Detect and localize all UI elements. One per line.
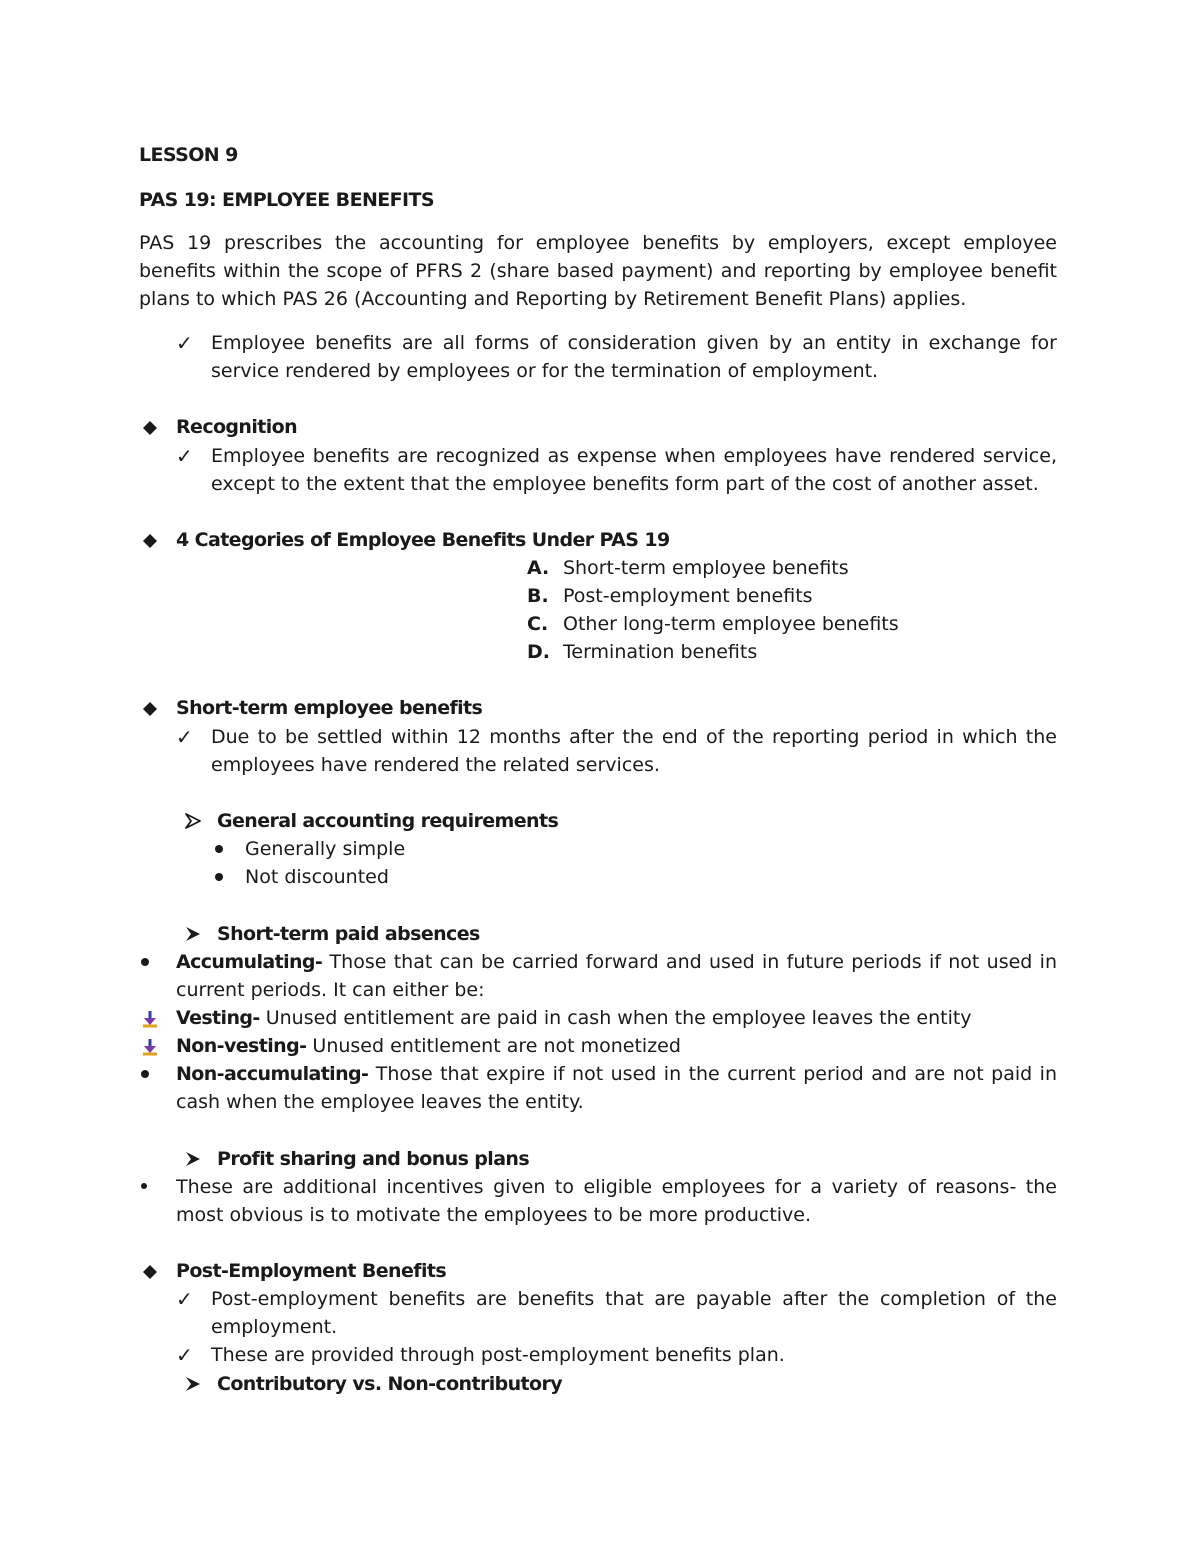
general-heading: General accounting requirements	[217, 810, 559, 832]
recognition-text: Employee benefits are recognized as expense when employees have rendered service, except to the extent that the employee benefits form part of the cost of another asset.	[211, 445, 1057, 495]
checkmark-icon: ✓	[176, 725, 193, 749]
checkmark-icon: ✓	[176, 1343, 193, 1367]
absences-heading: Short-term paid absences	[217, 923, 480, 945]
list-letter: B.	[527, 585, 549, 607]
vesting-text: Unused entitlement are paid in cash when the employee leaves the entity	[265, 1007, 972, 1029]
list-text: Post-employment benefits	[563, 585, 813, 607]
accumulating-text: Those that can be carried forward and used in future periods if not used in current periods. It can either be:	[176, 951, 1057, 1001]
page-title: PAS 19: EMPLOYEE BENEFITS	[139, 189, 434, 211]
bullet-icon	[141, 958, 149, 966]
bullet-icon	[141, 1070, 149, 1078]
bullet-icon	[215, 873, 223, 881]
nonvesting-term: Non-vesting-	[176, 1035, 307, 1057]
recognition-heading: Recognition	[176, 416, 298, 438]
list-item	[527, 554, 899, 582]
lesson-label: LESSON 9	[139, 144, 238, 166]
list-item	[527, 582, 899, 610]
general-item: Generally simple	[245, 838, 406, 860]
diamond-icon	[142, 420, 158, 436]
list-text: Termination benefits	[563, 641, 758, 663]
nonvesting-text: Unused entitlement are not monetized	[312, 1035, 681, 1057]
multicolor-arrow-icon	[140, 1009, 160, 1029]
multicolor-arrow-icon	[140, 1037, 160, 1057]
list-text: Other long-term employee benefits	[563, 613, 899, 635]
list-letter: A.	[527, 557, 550, 579]
list-item	[527, 610, 899, 638]
intro-paragraph: PAS 19 prescribes the accounting for employee benefits by employers, except employee benefits within the scope of PFRS 2 (share based payment) and reporting by employee benefit plans to which PAS 26 (Accounting and Reporting by Retirement Benefit Plans) applies.	[139, 232, 1057, 310]
profit-heading: Profit sharing and bonus plans	[217, 1148, 530, 1170]
categories-list	[527, 554, 899, 666]
arrowhead-icon	[183, 1149, 203, 1169]
bullet-icon	[215, 845, 223, 853]
bullet-icon	[141, 1183, 147, 1189]
arrowhead-icon	[183, 811, 203, 831]
accumulating-term: Accumulating-	[176, 951, 323, 973]
list-text: Short-term employee benefits	[563, 557, 849, 579]
accumulating-item	[176, 948, 1057, 1004]
categories-heading: 4 Categories of Employee Benefits Under PAS 19	[176, 529, 670, 551]
checkmark-icon: ✓	[176, 444, 193, 468]
nonaccumulating-term: Non-accumulating-	[176, 1063, 369, 1085]
checkmark-icon: ✓	[176, 1287, 193, 1311]
post-employment-item: Post-employment benefits are benefits that are payable after the completion of the employment.	[211, 1288, 1057, 1338]
vesting-item	[176, 1004, 972, 1032]
short-term-heading: Short-term employee benefits	[176, 697, 483, 719]
vesting-term: Vesting-	[176, 1007, 260, 1029]
list-item	[527, 638, 899, 666]
diamond-icon	[142, 701, 158, 717]
contributory-heading: Contributory vs. Non-contributory	[217, 1373, 563, 1395]
list-letter: C.	[527, 613, 549, 635]
post-employment-heading: Post-Employment Benefits	[176, 1260, 447, 1282]
diamond-icon	[142, 1264, 158, 1280]
list-letter: D.	[527, 641, 550, 663]
definition-text: Employee benefits are all forms of consideration given by an entity in exchange for service rendered by employees or for the termination of employment.	[211, 332, 1057, 382]
nonvesting-item	[176, 1032, 681, 1060]
nonaccumulating-text: Those that expire if not used in the current period and are not paid in cash when the employee leaves the entity.	[176, 1063, 1057, 1113]
arrowhead-icon	[183, 1374, 203, 1394]
general-item: Not discounted	[245, 866, 389, 888]
post-employment-item: These are provided through post-employment benefits plan.	[211, 1344, 785, 1366]
arrowhead-icon	[183, 924, 203, 944]
profit-text: These are additional incentives given to eligible employees for a variety of reasons- the most obvious is to motivate the employees to be more productive.	[176, 1176, 1057, 1226]
diamond-icon	[142, 533, 158, 549]
short-term-text: Due to be settled within 12 months after the end of the reporting period in which the employees have rendered the related services.	[211, 726, 1057, 776]
nonaccumulating-item	[176, 1060, 1057, 1116]
checkmark-icon: ✓	[176, 331, 193, 355]
